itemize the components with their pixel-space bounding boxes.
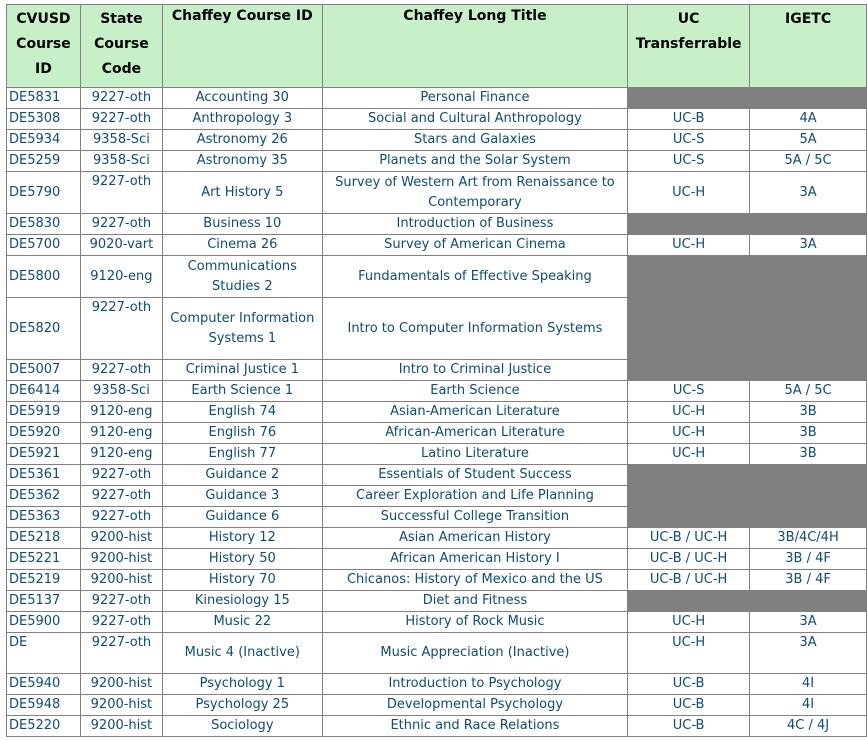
cell-long-title: Essentials of Student Success bbox=[322, 465, 627, 486]
cell-igetc: 3A bbox=[750, 235, 867, 256]
table-row bbox=[7, 465, 867, 486]
cell-state-code: 9120-eng bbox=[80, 256, 162, 298]
cell-cvusd-id: DE5363 bbox=[7, 507, 81, 528]
cell-long-title: Career Exploration and Life Planning bbox=[322, 486, 627, 507]
cell-igetc: 4A bbox=[750, 109, 867, 130]
cell-uc-transfer bbox=[628, 256, 750, 298]
cell-state-code: 9020-vart bbox=[80, 235, 162, 256]
cell-cvusd-id: DE5007 bbox=[7, 360, 81, 381]
cell-cvusd-id: DE5920 bbox=[7, 423, 81, 444]
cell-cvusd-id: DE5219 bbox=[7, 570, 81, 591]
table-row bbox=[7, 172, 867, 214]
cell-uc-transfer: UC-H bbox=[628, 612, 750, 633]
cell-cvusd-id: DE5831 bbox=[7, 88, 81, 109]
cell-chaffey-course: Anthropology 3 bbox=[162, 109, 322, 130]
cell-igetc: 5A bbox=[750, 130, 867, 151]
cell-uc-transfer bbox=[628, 507, 750, 528]
cell-cvusd-id: DE bbox=[7, 633, 81, 674]
cell-long-title: Survey of Western Art from Renaissance to Contemporary bbox=[322, 172, 627, 214]
cell-state-code: 9358-Sci bbox=[80, 151, 162, 172]
cell-uc-transfer bbox=[628, 88, 750, 109]
cell-chaffey-course: Sociology bbox=[162, 716, 322, 737]
table-row bbox=[7, 486, 867, 507]
table-row bbox=[7, 507, 867, 528]
cell-uc-transfer: UC-B bbox=[628, 674, 750, 695]
cell-long-title: Planets and the Solar System bbox=[322, 151, 627, 172]
table-row bbox=[7, 570, 867, 591]
cell-cvusd-id: DE5218 bbox=[7, 528, 81, 549]
cell-long-title: Asian-American Literature bbox=[322, 402, 627, 423]
cell-long-title: Intro to Computer Information Systems bbox=[322, 298, 627, 360]
cell-igetc: 4I bbox=[750, 695, 867, 716]
cell-chaffey-course: Psychology 25 bbox=[162, 695, 322, 716]
table-row bbox=[7, 151, 867, 172]
course-table bbox=[6, 4, 867, 737]
cell-uc-transfer: UC-H bbox=[628, 172, 750, 214]
cell-uc-transfer: UC-B bbox=[628, 716, 750, 737]
cell-chaffey-course: History 50 bbox=[162, 549, 322, 570]
cell-chaffey-course: Criminal Justice 1 bbox=[162, 360, 322, 381]
table-row bbox=[7, 88, 867, 109]
table-row bbox=[7, 444, 867, 465]
cell-uc-transfer: UC-H bbox=[628, 402, 750, 423]
cell-uc-transfer bbox=[628, 360, 750, 381]
cell-state-code: 9227-oth bbox=[80, 172, 162, 214]
cell-uc-transfer bbox=[628, 591, 750, 612]
cell-igetc: 5A / 5C bbox=[750, 151, 867, 172]
cell-state-code: 9120-eng bbox=[80, 402, 162, 423]
cell-state-code: 9227-oth bbox=[80, 465, 162, 486]
table-row bbox=[7, 695, 867, 716]
cell-chaffey-course: History 70 bbox=[162, 570, 322, 591]
cell-chaffey-course: Kinesiology 15 bbox=[162, 591, 322, 612]
table-row bbox=[7, 612, 867, 633]
cell-long-title: Introduction to Psychology bbox=[322, 674, 627, 695]
cell-state-code: 9227-oth bbox=[80, 298, 162, 360]
cell-cvusd-id: DE5221 bbox=[7, 549, 81, 570]
table-row bbox=[7, 716, 867, 737]
cell-long-title: Social and Cultural Anthropology bbox=[322, 109, 627, 130]
cell-igetc: 3B / 4F bbox=[750, 570, 867, 591]
cell-uc-transfer: UC-B bbox=[628, 695, 750, 716]
cell-long-title: Fundamentals of Effective Speaking bbox=[322, 256, 627, 298]
cell-long-title: Developmental Psychology bbox=[322, 695, 627, 716]
table-row bbox=[7, 528, 867, 549]
header-state-code: State Course Code bbox=[80, 5, 162, 88]
cell-long-title: Personal Finance bbox=[322, 88, 627, 109]
cell-uc-transfer bbox=[628, 486, 750, 507]
cell-chaffey-course: Music 22 bbox=[162, 612, 322, 633]
cell-uc-transfer: UC-B / UC-H bbox=[628, 528, 750, 549]
table-row bbox=[7, 256, 867, 298]
cell-long-title: African American History I bbox=[322, 549, 627, 570]
cell-state-code: 9227-oth bbox=[80, 486, 162, 507]
table-row bbox=[7, 130, 867, 151]
cell-chaffey-course: Guidance 6 bbox=[162, 507, 322, 528]
cell-long-title: Diet and Fitness bbox=[322, 591, 627, 612]
cell-igetc: 3B/4C/4H bbox=[750, 528, 867, 549]
cell-uc-transfer: UC-S bbox=[628, 151, 750, 172]
cell-state-code: 9200-hist bbox=[80, 674, 162, 695]
header-row bbox=[7, 5, 867, 88]
cell-igetc: 3B / 4F bbox=[750, 549, 867, 570]
table-row bbox=[7, 674, 867, 695]
cell-igetc: 4C / 4J bbox=[750, 716, 867, 737]
cell-long-title: Asian American History bbox=[322, 528, 627, 549]
header-igetc: IGETC bbox=[750, 5, 867, 88]
table-row bbox=[7, 109, 867, 130]
cell-chaffey-course: Computer Information Systems 1 bbox=[162, 298, 322, 360]
cell-igetc bbox=[750, 486, 867, 507]
cell-state-code: 9227-oth bbox=[80, 633, 162, 674]
table-row bbox=[7, 298, 867, 360]
cell-long-title: Introduction of Business bbox=[322, 214, 627, 235]
cell-long-title: Earth Science bbox=[322, 381, 627, 402]
cell-state-code: 9227-oth bbox=[80, 507, 162, 528]
cell-igetc bbox=[750, 465, 867, 486]
cell-uc-transfer: UC-H bbox=[628, 633, 750, 674]
cell-long-title: Chicanos: History of Mexico and the US bbox=[322, 570, 627, 591]
cell-uc-transfer: UC-H bbox=[628, 444, 750, 465]
cell-state-code: 9358-Sci bbox=[80, 381, 162, 402]
cell-igetc bbox=[750, 88, 867, 109]
cell-long-title: Intro to Criminal Justice bbox=[322, 360, 627, 381]
cell-state-code: 9227-oth bbox=[80, 214, 162, 235]
cell-chaffey-course: Astronomy 35 bbox=[162, 151, 322, 172]
cell-state-code: 9200-hist bbox=[80, 695, 162, 716]
cell-state-code: 9200-hist bbox=[80, 528, 162, 549]
cell-long-title: Music Appreciation (Inactive) bbox=[322, 633, 627, 674]
cell-chaffey-course: English 76 bbox=[162, 423, 322, 444]
header-chaffey-id: Chaffey Course ID bbox=[162, 5, 322, 88]
cell-long-title: Latino Literature bbox=[322, 444, 627, 465]
cell-igetc: 3A bbox=[750, 612, 867, 633]
cell-state-code: 9227-oth bbox=[80, 88, 162, 109]
cell-cvusd-id: DE5919 bbox=[7, 402, 81, 423]
table-row bbox=[7, 360, 867, 381]
cell-igetc: 4I bbox=[750, 674, 867, 695]
header-cvusd-id: CVUSD Course ID bbox=[7, 5, 81, 88]
table-row bbox=[7, 402, 867, 423]
cell-long-title: African-American Literature bbox=[322, 423, 627, 444]
cell-chaffey-course: English 77 bbox=[162, 444, 322, 465]
cell-cvusd-id: DE5800 bbox=[7, 256, 81, 298]
cell-cvusd-id: DE5361 bbox=[7, 465, 81, 486]
cell-long-title: Stars and Galaxies bbox=[322, 130, 627, 151]
cell-state-code: 9120-eng bbox=[80, 423, 162, 444]
cell-state-code: 9120-eng bbox=[80, 444, 162, 465]
cell-state-code: 9227-oth bbox=[80, 612, 162, 633]
header-long-title: Chaffey Long Title bbox=[322, 5, 627, 88]
cell-cvusd-id: DE5934 bbox=[7, 130, 81, 151]
cell-chaffey-course: English 74 bbox=[162, 402, 322, 423]
cell-cvusd-id: DE5308 bbox=[7, 109, 81, 130]
cell-cvusd-id: DE5259 bbox=[7, 151, 81, 172]
cell-uc-transfer bbox=[628, 298, 750, 360]
cell-state-code: 9200-hist bbox=[80, 716, 162, 737]
cell-state-code: 9227-oth bbox=[80, 360, 162, 381]
header-uc-transferrable: UC Transferrable bbox=[628, 5, 750, 88]
cell-cvusd-id: DE5948 bbox=[7, 695, 81, 716]
table-row bbox=[7, 381, 867, 402]
cell-cvusd-id: DE5900 bbox=[7, 612, 81, 633]
cell-igetc: 3B bbox=[750, 444, 867, 465]
cell-chaffey-course: History 12 bbox=[162, 528, 322, 549]
cell-chaffey-course: Business 10 bbox=[162, 214, 322, 235]
cell-chaffey-course: Accounting 30 bbox=[162, 88, 322, 109]
cell-uc-transfer: UC-S bbox=[628, 130, 750, 151]
cell-cvusd-id: DE5220 bbox=[7, 716, 81, 737]
cell-igetc bbox=[750, 591, 867, 612]
cell-igetc bbox=[750, 256, 867, 298]
cell-uc-transfer: UC-H bbox=[628, 235, 750, 256]
cell-cvusd-id: DE5137 bbox=[7, 591, 81, 612]
cell-chaffey-course: Music 4 (Inactive) bbox=[162, 633, 322, 674]
cell-igetc bbox=[750, 298, 867, 360]
cell-igetc: 5A / 5C bbox=[750, 381, 867, 402]
cell-uc-transfer: UC-B / UC-H bbox=[628, 570, 750, 591]
cell-cvusd-id: DE5940 bbox=[7, 674, 81, 695]
table-row bbox=[7, 423, 867, 444]
cell-igetc: 3B bbox=[750, 423, 867, 444]
cell-uc-transfer bbox=[628, 214, 750, 235]
cell-long-title: Ethnic and Race Relations bbox=[322, 716, 627, 737]
table-row bbox=[7, 235, 867, 256]
cell-uc-transfer: UC-H bbox=[628, 423, 750, 444]
cell-long-title: Successful College Transition bbox=[322, 507, 627, 528]
cell-igetc: 3A bbox=[750, 172, 867, 214]
cell-igetc bbox=[750, 507, 867, 528]
cell-chaffey-course: Guidance 2 bbox=[162, 465, 322, 486]
cell-igetc: 3A bbox=[750, 633, 867, 674]
cell-long-title: Survey of American Cinema bbox=[322, 235, 627, 256]
table-row bbox=[7, 549, 867, 570]
cell-cvusd-id: DE5700 bbox=[7, 235, 81, 256]
cell-uc-transfer bbox=[628, 465, 750, 486]
table-row bbox=[7, 633, 867, 674]
cell-long-title: History of Rock Music bbox=[322, 612, 627, 633]
cell-state-code: 9358-Sci bbox=[80, 130, 162, 151]
cell-chaffey-course: Communications Studies 2 bbox=[162, 256, 322, 298]
cell-chaffey-course: Cinema 26 bbox=[162, 235, 322, 256]
cell-chaffey-course: Art History 5 bbox=[162, 172, 322, 214]
table-row bbox=[7, 214, 867, 235]
cell-chaffey-course: Psychology 1 bbox=[162, 674, 322, 695]
cell-cvusd-id: DE5820 bbox=[7, 298, 81, 360]
cell-cvusd-id: DE6414 bbox=[7, 381, 81, 402]
cell-state-code: 9227-oth bbox=[80, 109, 162, 130]
cell-igetc: 3B bbox=[750, 402, 867, 423]
cell-cvusd-id: DE5362 bbox=[7, 486, 81, 507]
cell-cvusd-id: DE5921 bbox=[7, 444, 81, 465]
cell-state-code: 9200-hist bbox=[80, 549, 162, 570]
cell-chaffey-course: Earth Science 1 bbox=[162, 381, 322, 402]
cell-igetc bbox=[750, 360, 867, 381]
cell-chaffey-course: Astronomy 26 bbox=[162, 130, 322, 151]
cell-chaffey-course: Guidance 3 bbox=[162, 486, 322, 507]
cell-uc-transfer: UC-S bbox=[628, 381, 750, 402]
cell-igetc bbox=[750, 214, 867, 235]
cell-cvusd-id: DE5830 bbox=[7, 214, 81, 235]
cell-cvusd-id: DE5790 bbox=[7, 172, 81, 214]
table-row bbox=[7, 591, 867, 612]
cell-state-code: 9200-hist bbox=[80, 570, 162, 591]
cell-state-code: 9227-oth bbox=[80, 591, 162, 612]
cell-uc-transfer: UC-B / UC-H bbox=[628, 549, 750, 570]
cell-uc-transfer: UC-B bbox=[628, 109, 750, 130]
